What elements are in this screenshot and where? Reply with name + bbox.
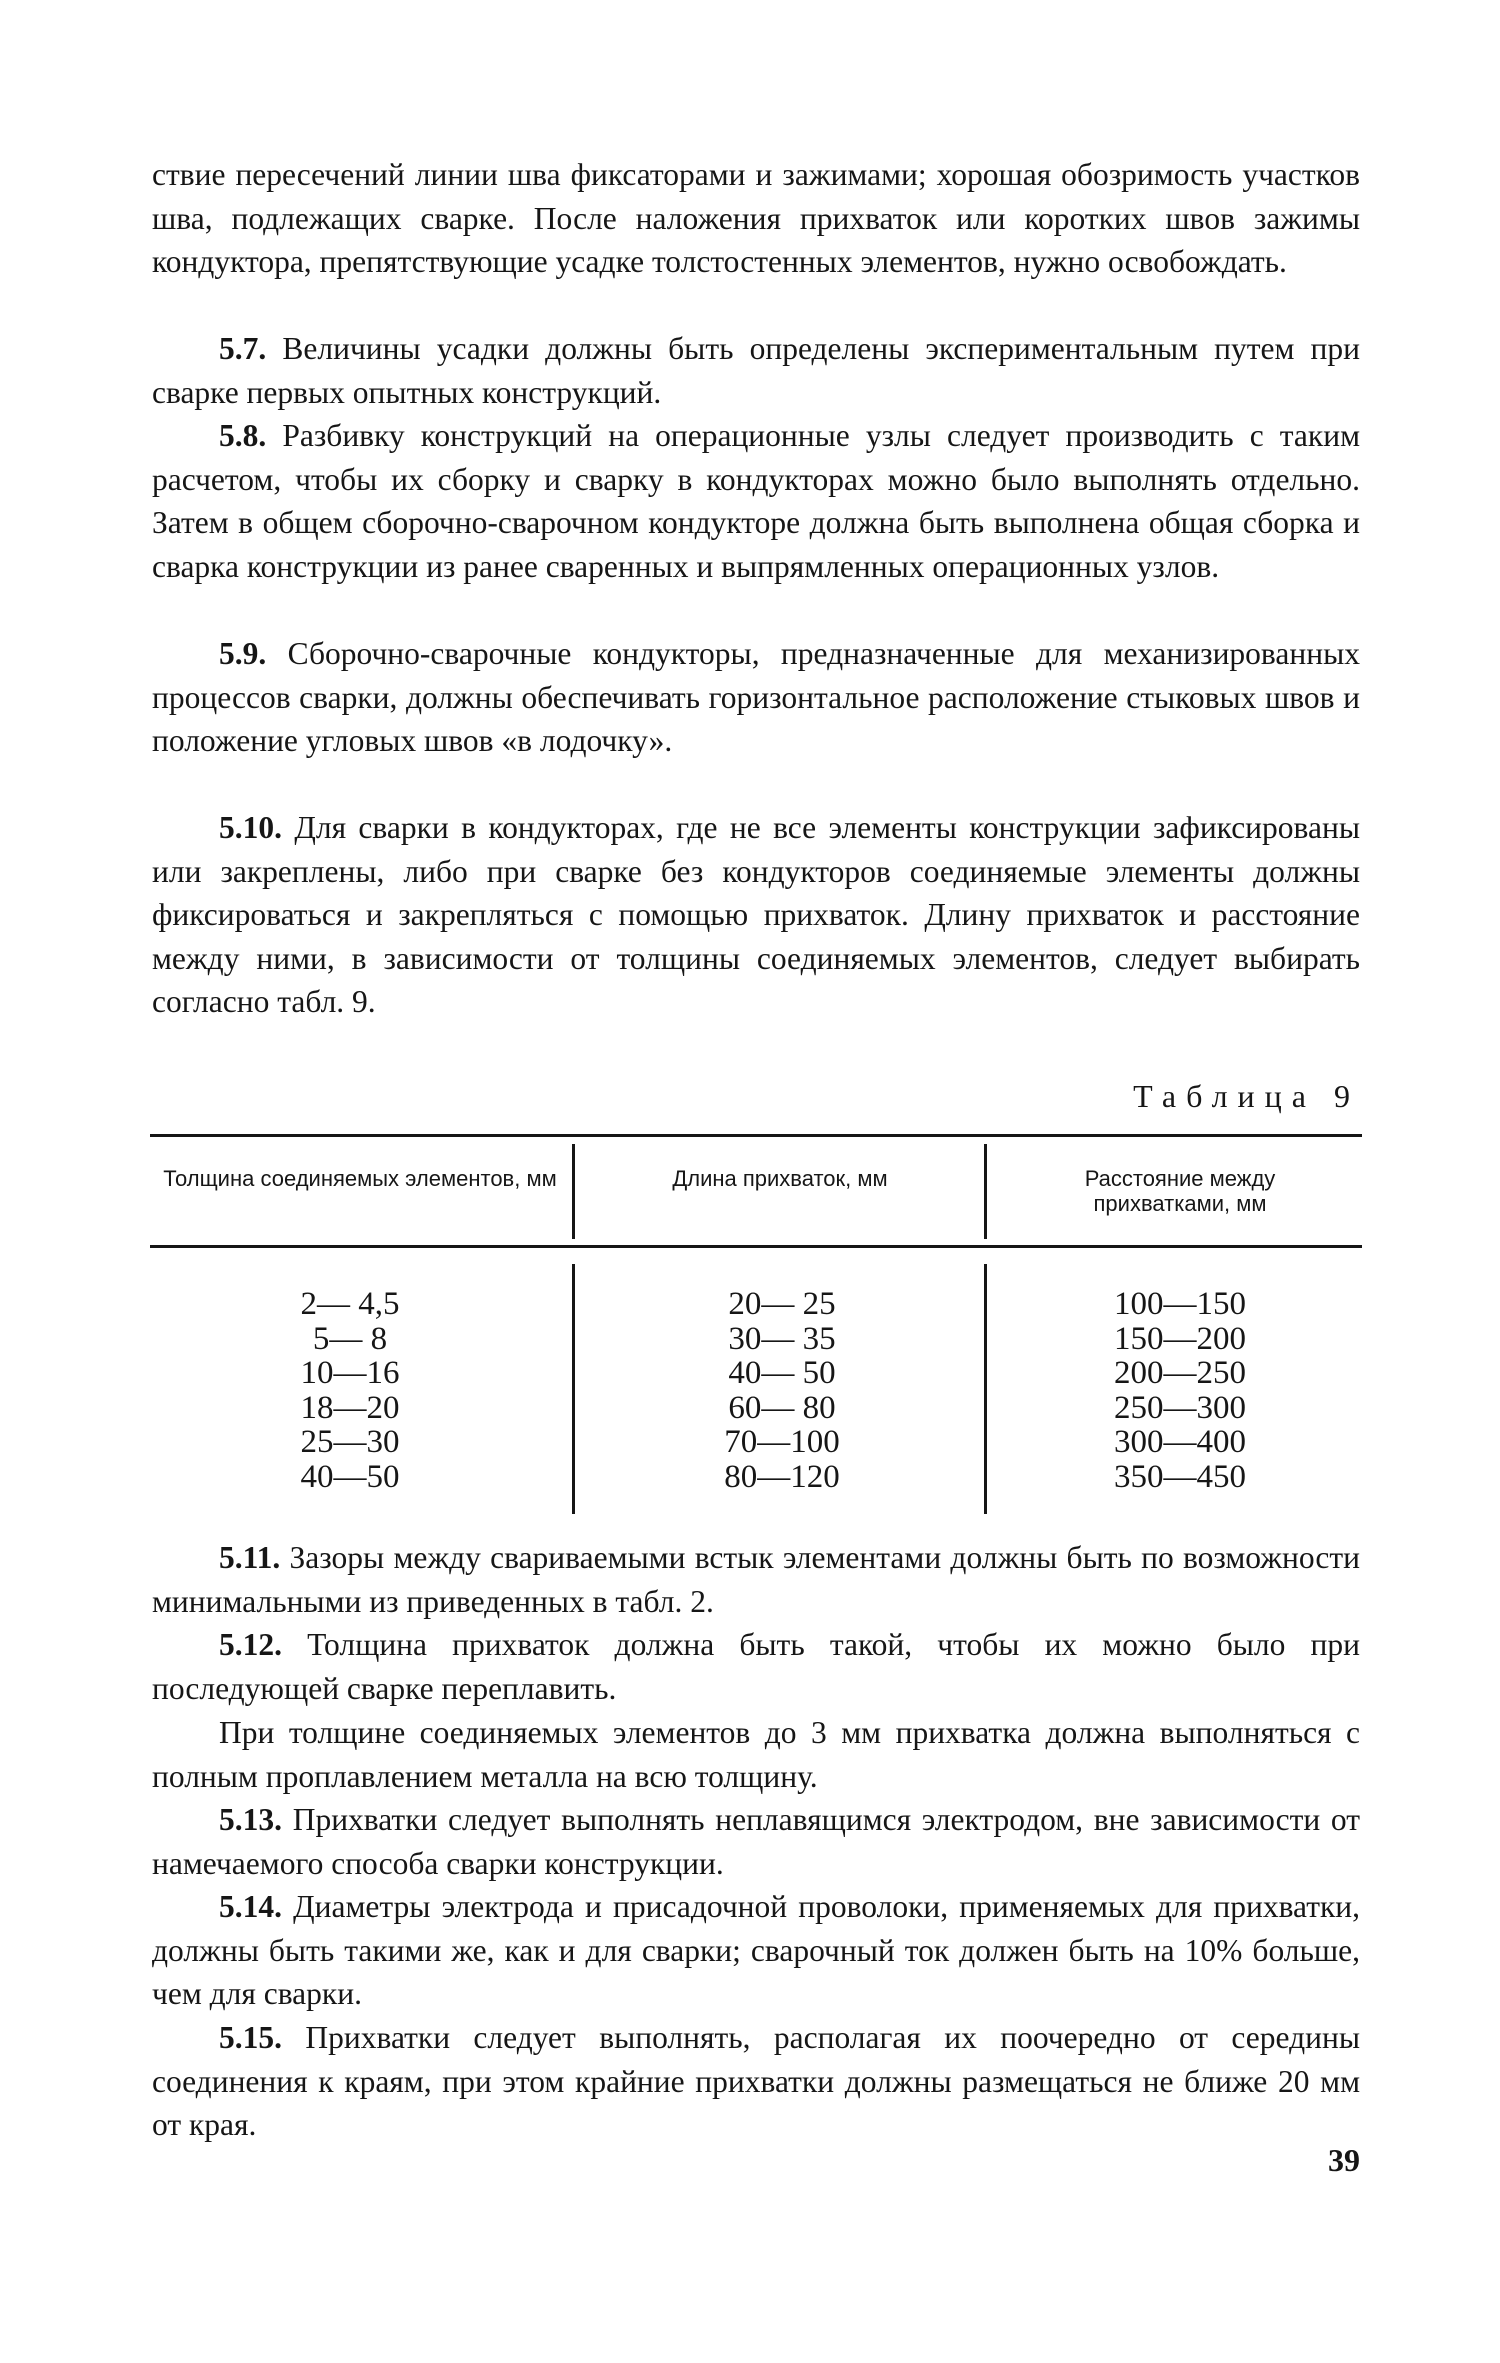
- table-cell: 250—300: [1114, 1389, 1246, 1426]
- table-header-thickness: Толщина соединяемых элементов, мм: [163, 1166, 557, 1191]
- table-cell: 70—100: [724, 1424, 840, 1461]
- clause-number: 5.10.: [219, 810, 282, 845]
- paragraph-text: Сборочно-сварочные кондукторы, предназначенные для механизированных процессов сварки, должны обеспечивать горизонтальное расположение стыковых швов и положение угловых швов «в лодочку».: [152, 636, 1360, 758]
- clause-number: 5.12.: [219, 1627, 282, 1662]
- table-header-length: Длина прихваток, мм: [672, 1166, 888, 1191]
- clause-number: 5.9.: [219, 636, 267, 671]
- table-cell: 150—200: [1114, 1320, 1246, 1357]
- table-cell: 18—20: [300, 1389, 400, 1426]
- paragraph-text: Толщина прихваток должна быть такой, чтобы их можно было при последующей сварке переплавить.: [152, 1627, 1360, 1706]
- clause-number: 5.14.: [219, 1889, 282, 1924]
- clause-number: 5.11.: [219, 1540, 281, 1575]
- table-cell: 20— 25: [728, 1286, 836, 1322]
- paragraph-thin-elements: [152, 1711, 1360, 1798]
- table-cell: 200—250: [1114, 1355, 1246, 1392]
- table-cell: 10—16: [300, 1355, 400, 1392]
- clause-number: 5.15.: [219, 2020, 282, 2055]
- paragraph-5-13: [152, 1798, 1360, 1885]
- table-cell: 60— 80: [728, 1389, 836, 1426]
- table-column-thickness: [240, 1287, 460, 1495]
- table-cell: 40—50: [300, 1458, 400, 1495]
- clause-number: 5.8.: [219, 418, 267, 453]
- table-cell: 2— 4,5: [300, 1286, 400, 1322]
- paragraph-5-7: [152, 327, 1360, 414]
- paragraph-continuation: [152, 153, 1360, 284]
- clause-number: 5.7.: [219, 331, 267, 366]
- table-top-rule: [150, 1134, 1362, 1137]
- paragraph-text: При толщине соединяемых элементов до 3 мм прихватка должна выполняться с полным проплавлением металла на всю толщину.: [152, 1715, 1360, 1794]
- column-divider: [984, 1144, 987, 1239]
- paragraph-5-11: [152, 1536, 1360, 1623]
- paragraph-text: Прихватки следует выполнять неплавящимся электродом, вне зависимости от намечаемого способа сварки конструкции.: [152, 1802, 1361, 1881]
- table-cell: 80—120: [724, 1458, 840, 1495]
- paragraph-text: Разбивку конструкций на операционные узлы следует производить с таким расчетом, чтобы их сборку и сварку в кондукторах можно было выполнять отдельно. Затем в общем сборочно-сварочном кондукторе должна быть выполнена общая сборка и сварка конструкции из ранее сваренных и выпрямленных операционных узлов.: [152, 418, 1361, 584]
- paragraph-text: Для сварки в кондукторах, где не все элементы конструкции зафиксированы или закреплены, либо при сварке без кондукторов соединяемые элементы должны фиксироваться и закрепляться с помощью прихваток. Длину прихваток и расстояние между ними, в зависимости от толщины соединяемых элементов, следует выбирать согласно табл. 9.: [152, 810, 1361, 1019]
- paragraph-text: Диаметры электрода и присадочной проволоки, применяемых для прихватки, должны быть такими же, как и для сварки; сварочный ток должен быть на 10% больше, чем для сварки.: [152, 1889, 1361, 2011]
- paragraph-text: Величины усадки должны быть определены экспериментальным путем при сварке первых опытных конструкций.: [152, 331, 1361, 410]
- table-header-rule: [150, 1245, 1362, 1248]
- paragraph-5-8: [152, 414, 1360, 588]
- column-divider: [572, 1144, 575, 1239]
- table-cell: 5— 8: [312, 1320, 388, 1357]
- table-9: [150, 1134, 1362, 1518]
- paragraph-text: ствие пересечений линии шва фиксаторами и зажимами; хорошая обозримость участков шва, подлежащих сварке. После наложения прихваток или коротких швов зажимы кондуктора, препятствующие усадке толстостенных элементов, нужно освобождать.: [152, 157, 1360, 279]
- table-cell: 30— 35: [728, 1320, 836, 1357]
- table-cell: 300—400: [1114, 1424, 1246, 1461]
- table-cell: 25—30: [300, 1424, 400, 1461]
- table-caption: Таблица 9: [1133, 1078, 1360, 1114]
- table-cell: 350—450: [1114, 1458, 1246, 1495]
- paragraph-5-12: [152, 1623, 1360, 1710]
- column-divider: [572, 1264, 575, 1514]
- column-divider: [984, 1264, 987, 1514]
- paragraph-5-10: [152, 806, 1360, 1024]
- paragraph-5-9: [152, 632, 1360, 763]
- table-column-spacing: [1060, 1287, 1300, 1495]
- table-column-length: [662, 1287, 902, 1495]
- paragraph-text: Прихватки следует выполнять, располагая их поочередно от середины соединения к краям, при этом крайние прихватки должны размещаться не ближе 20 мм от края.: [152, 2020, 1361, 2142]
- table-cell: 40— 50: [728, 1355, 836, 1392]
- paragraph-text: Зазоры между свариваемыми встык элементами должны быть по возможности минимальными из приведенных в табл. 2.: [152, 1540, 1361, 1619]
- page-number: 39: [1328, 2142, 1360, 2178]
- table-cell: 100—150: [1114, 1286, 1246, 1322]
- paragraph-5-14: [152, 1885, 1360, 2016]
- paragraph-5-15: [152, 2016, 1360, 2147]
- clause-number: 5.13.: [219, 1802, 282, 1837]
- table-header-spacing: Расстояние между прихватками, мм: [1084, 1166, 1276, 1216]
